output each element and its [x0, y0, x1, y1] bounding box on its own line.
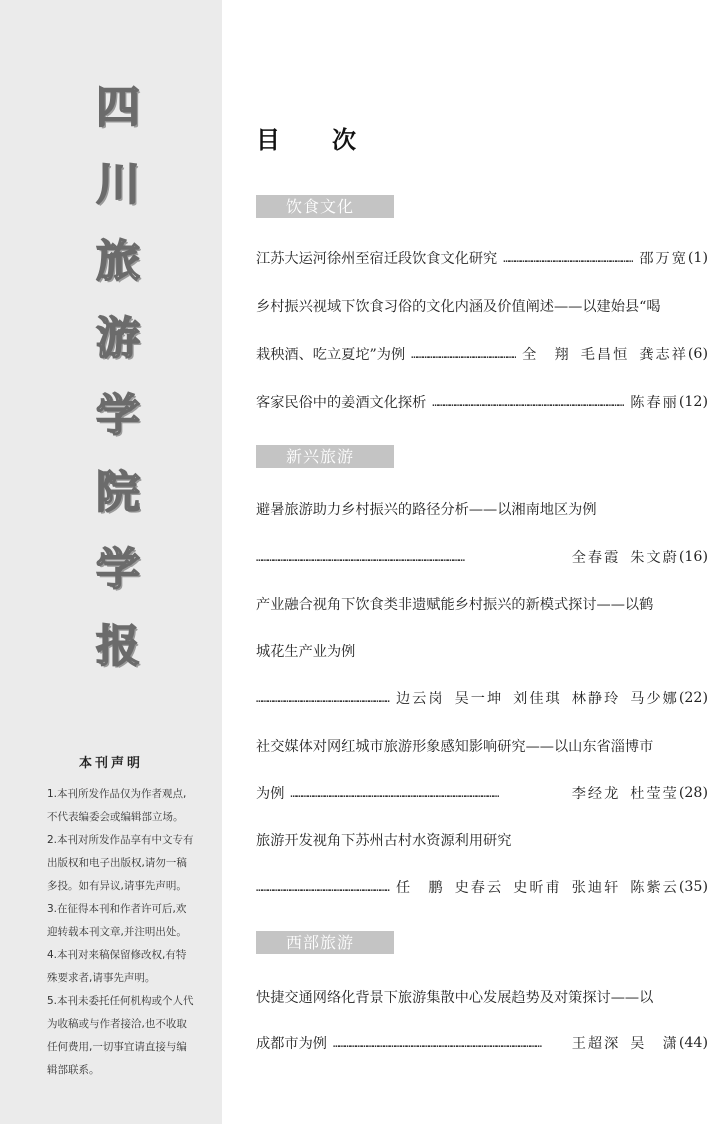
sidebar — [0, 0, 222, 1124]
section-tag-western-tourism: 西部旅游 — [256, 931, 394, 954]
journal-title-char: 旅 — [96, 236, 140, 287]
notice-line: 辑部联系。 — [47, 1064, 100, 1076]
article-title-cont: 成都市为例 — [256, 1036, 327, 1052]
author: 史昕甫 — [513, 880, 562, 896]
article-title: 避暑旅游助力乡村振兴的路径分析——以湘南地区为例 — [256, 502, 597, 518]
page-number: (6) — [687, 346, 708, 362]
article-authors — [630, 392, 679, 412]
author: 史春云 — [454, 880, 504, 896]
page-number: (35) — [678, 879, 708, 895]
article-title-cont: 城花生产业为例 — [256, 644, 356, 660]
toc-entry-title-line[interactable] — [256, 592, 708, 616]
article-authors — [639, 248, 688, 268]
toc-entry-title-line[interactable] — [256, 639, 708, 663]
journal-title-char: 院 — [96, 467, 140, 518]
author: 马少娜 — [630, 691, 679, 707]
notice-line: 多投。如有异议,请事先声明。 — [47, 880, 187, 892]
author: 任 鹏 — [395, 880, 445, 896]
article-title: 社交媒体对网红城市旅游形象感知影响研究——以山东省淄博市 — [256, 739, 654, 755]
page-number: (44) — [678, 1035, 708, 1051]
page-number: (1) — [687, 250, 708, 266]
notice-line: 任何费用,一切事宜请直接与编 — [47, 1041, 187, 1053]
author: 全春霞 — [571, 550, 621, 566]
author: 王超深 — [571, 1036, 621, 1052]
journal-title-char: 游 — [96, 313, 140, 364]
author: 陈春丽 — [630, 395, 679, 411]
author: 龚志祥 — [639, 347, 688, 363]
author: 朱文蔚 — [630, 550, 679, 566]
journal-title-char: 川 — [96, 159, 140, 210]
journal-title-char: 学 — [96, 390, 140, 441]
toc-entry-title-line[interactable] — [256, 497, 708, 521]
journal-title-char: 报 — [96, 621, 140, 672]
page-number: (22) — [678, 690, 708, 706]
toc-entry-title-line[interactable] — [256, 985, 708, 1009]
article-authors — [572, 547, 679, 567]
notice-line: 1.本刊所发作品仅为作者观点, — [47, 788, 187, 800]
toc-entry[interactable] — [256, 1031, 708, 1055]
notice-line: 殊要求者,请事先声明。 — [47, 972, 156, 984]
toc-entry-title-line[interactable] — [256, 734, 708, 758]
notice-line: 不代表编委会或编辑部立场。 — [47, 811, 184, 823]
article-title-cont: 栽秧酒、吃立夏坨”为例 — [256, 347, 406, 363]
author: 边云岗 — [395, 691, 445, 707]
article-authors — [396, 877, 679, 897]
author: 吴一坤 — [454, 691, 504, 707]
dot-leader — [256, 692, 390, 705]
dot-leader — [256, 551, 566, 564]
section-tag-food-culture: 饮食文化 — [256, 195, 394, 218]
toc-entry[interactable] — [256, 342, 708, 366]
toc-entry[interactable] — [256, 686, 708, 710]
page-number: (12) — [678, 394, 708, 410]
toc-entry[interactable] — [256, 390, 708, 414]
toc-entry[interactable] — [256, 246, 708, 270]
article-title: 快捷交通网络化背景下旅游集散中心发展趋势及对策探讨——以 — [256, 990, 654, 1006]
author: 杜莹莹 — [630, 786, 679, 802]
article-title: 产业融合视角下饮食类非遗赋能乡村振兴的新模式探讨——以鹤 — [256, 597, 654, 613]
notice-line: 迎转载本刊文章,并注明出处。 — [47, 926, 187, 938]
article-authors — [572, 1033, 679, 1053]
article-authors — [396, 688, 679, 708]
author: 吴 潇 — [630, 1036, 679, 1052]
article-title: 旅游开发视角下苏州古村水资源利用研究 — [256, 833, 512, 849]
dot-leader — [503, 252, 633, 265]
notice-heading: 本刊声明 — [78, 756, 143, 771]
author: 毛昌恒 — [580, 347, 630, 363]
article-authors — [572, 783, 679, 803]
toc-entry-title-line[interactable] — [256, 294, 708, 318]
author: 全 翔 — [522, 347, 571, 363]
article-authors — [522, 344, 688, 364]
notice-line: 4.本刊对来稿保留修改权,有特 — [47, 949, 187, 961]
notice-line: 3.在征得本刊和作者许可后,欢 — [47, 903, 187, 915]
notice-line: 为收稿或与作者接洽,也不收取 — [47, 1018, 187, 1030]
notice-line: 出版权和电子出版权,请勿一稿 — [47, 857, 187, 869]
page-number: (28) — [678, 785, 708, 801]
author: 邵万宽 — [639, 251, 688, 267]
toc-entry[interactable] — [256, 545, 708, 569]
journal-title-vertical — [88, 82, 148, 702]
author: 林静玲 — [571, 691, 621, 707]
author: 陈紫云 — [630, 880, 679, 896]
author: 李经龙 — [571, 786, 621, 802]
article-title: 客家民俗中的姜酒文化探析 — [256, 395, 427, 411]
dot-leader — [432, 396, 624, 409]
dot-leader — [290, 787, 565, 800]
toc-entry[interactable] — [256, 875, 708, 899]
article-title: 乡村振兴视域下饮食习俗的文化内涵及价值阐述——以建始县“喝 — [256, 299, 661, 315]
journal-title-char: 四 — [96, 82, 140, 133]
page-number: (16) — [678, 549, 708, 565]
toc-entry-title-line[interactable] — [256, 828, 708, 852]
author: 刘佳琪 — [513, 691, 562, 707]
notice-text — [47, 783, 217, 1082]
toc-title — [256, 120, 356, 155]
article-title: 江苏大运河徐州至宿迁段饮食文化研究 — [256, 251, 498, 267]
article-title-cont: 为例 — [256, 786, 285, 802]
notice-line: 5.本刊未委托任何机构或个人代 — [47, 995, 194, 1007]
toc-entry[interactable] — [256, 781, 708, 805]
toc-title-right: 次 — [332, 126, 356, 154]
toc-title-left: 目 — [256, 126, 280, 154]
journal-title-char: 学 — [96, 544, 140, 595]
section-tag-emerging-tourism: 新兴旅游 — [256, 445, 394, 468]
author: 张迪轩 — [571, 880, 621, 896]
notice-line: 2.本刊对所发作品享有中文专有 — [47, 834, 194, 846]
dot-leader — [411, 348, 516, 361]
dot-leader — [256, 881, 390, 894]
dot-leader — [333, 1037, 566, 1050]
